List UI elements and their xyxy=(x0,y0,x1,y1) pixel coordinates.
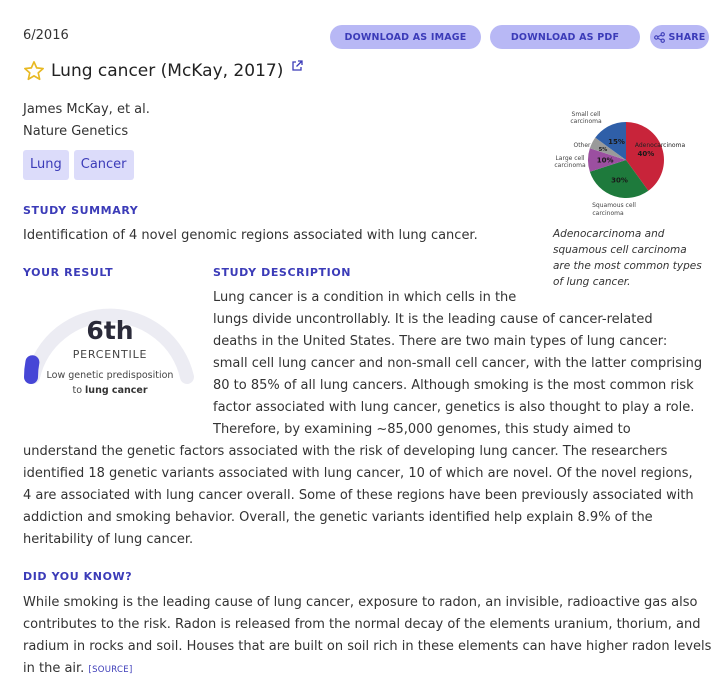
description-line: 4 are associated with lung cancer overall. Some of these regions have been previously associated with xyxy=(23,488,694,503)
authors xyxy=(23,99,150,143)
study-date: 6/2016 xyxy=(23,28,69,43)
pie-percent-label: 10% xyxy=(596,156,614,165)
source-link[interactable]: [SOURCE] xyxy=(88,665,133,675)
journal-name: Nature Genetics xyxy=(23,124,129,139)
share-icon xyxy=(654,32,665,43)
pie-percent-label: 15% xyxy=(608,137,625,146)
did-you-know-body: While smoking is the leading cause of lung cancer, exposure to radon, an invisible, radioactive gas also contributes to the risk. Radon is released from the normal decay of the elements uranium, thorium, and radium in rocks and soil. Houses that are built on soil rich in these elements can have higher radon levels in the air. xyxy=(23,595,712,676)
description-line: identified 18 genetic variants associated with lung cancer, 10 of which are novel. Of the novel regions, xyxy=(23,466,693,481)
description-line: small cell lung cancer and non-small cell cancer, with the latter comprising xyxy=(213,356,703,371)
description-line: deaths in the United States. There are two main types of lung cancer: xyxy=(213,334,668,349)
pie-label-large-cell-1: Large cell xyxy=(555,155,585,162)
download-image-button[interactable]: DOWNLOAD AS IMAGE xyxy=(330,25,481,49)
description-line: heritability of lung cancer. xyxy=(23,532,194,547)
external-link-icon[interactable] xyxy=(291,60,303,72)
predisposition-condition: lung cancer xyxy=(85,385,148,396)
author-names: James McKay, et al. xyxy=(23,102,150,117)
predisposition-target: to lung cancer xyxy=(72,385,148,396)
page-title: Lung cancer (McKay, 2017) xyxy=(51,61,284,81)
did-you-know-text xyxy=(23,592,713,681)
your-result-heading: YOUR RESULT xyxy=(23,266,114,279)
study-summary-text: Identification of 4 novel genomic regions associated with lung cancer. xyxy=(23,228,478,243)
predisposition-line: Low genetic predisposition xyxy=(46,370,174,381)
study-description-heading: STUDY DESCRIPTION xyxy=(213,266,352,279)
lung-cancer-pie-figure xyxy=(548,105,698,227)
percentile-rank: 6th xyxy=(86,316,134,345)
download-pdf-button[interactable]: DOWNLOAD AS PDF xyxy=(490,25,640,49)
pie-label-adeno: Adenocarcinoma xyxy=(634,142,686,149)
tag-cancer[interactable]: Cancer xyxy=(74,150,134,180)
percentile-label: PERCENTILE xyxy=(72,348,148,361)
description-line: lungs divide uncontrollably. It is the leading cause of cancer-related xyxy=(213,312,653,327)
did-you-know-heading: DID YOU KNOW? xyxy=(23,570,133,583)
study-summary-heading: STUDY SUMMARY xyxy=(23,204,139,217)
share-label: SHARE xyxy=(668,31,706,43)
pie-label-other: Other xyxy=(573,142,591,149)
pie-percent-label: 40% xyxy=(637,150,655,158)
tag-list xyxy=(23,150,134,180)
description-line: addiction and smoking behavior. Overall, the genetic variants identified help explain 8.9% of the xyxy=(23,510,653,525)
share-button[interactable] xyxy=(650,25,709,49)
pie-label-small-cell-1: Small cell xyxy=(571,111,601,118)
star-icon[interactable] xyxy=(23,60,45,82)
pie-label-large-cell-2: carcinoma xyxy=(554,162,586,169)
predisposition-text xyxy=(30,368,190,398)
description-line: Therefore, by examining ~85,000 genomes, this study aimed to xyxy=(213,422,631,437)
pie-percent-label: 30% xyxy=(611,176,628,185)
pie-percent-label: 5% xyxy=(598,146,608,153)
pie-label-small-cell-2: carcinoma xyxy=(570,118,602,125)
title-row xyxy=(23,60,303,82)
figure-caption: Adenocarcinoma and squamous cell carcinoma are the most common types of lung cancer. xyxy=(553,228,702,288)
pie-label-squamous-1: Squamous cell xyxy=(592,202,636,209)
description-line: 80 to 85% of all lung cancers. Although smoking is the most common risk xyxy=(213,378,694,393)
pie-label-squamous-2: carcinoma xyxy=(592,210,624,217)
description-line: Lung cancer is a condition in which cells in the xyxy=(213,290,517,305)
description-line: understand the genetic factors associated with the risk of developing lung cancer. The researchers xyxy=(23,444,668,459)
tag-lung[interactable]: Lung xyxy=(23,150,69,180)
description-line: factor associated with lung cancer, genetics is also thought to play a role. xyxy=(213,400,695,415)
